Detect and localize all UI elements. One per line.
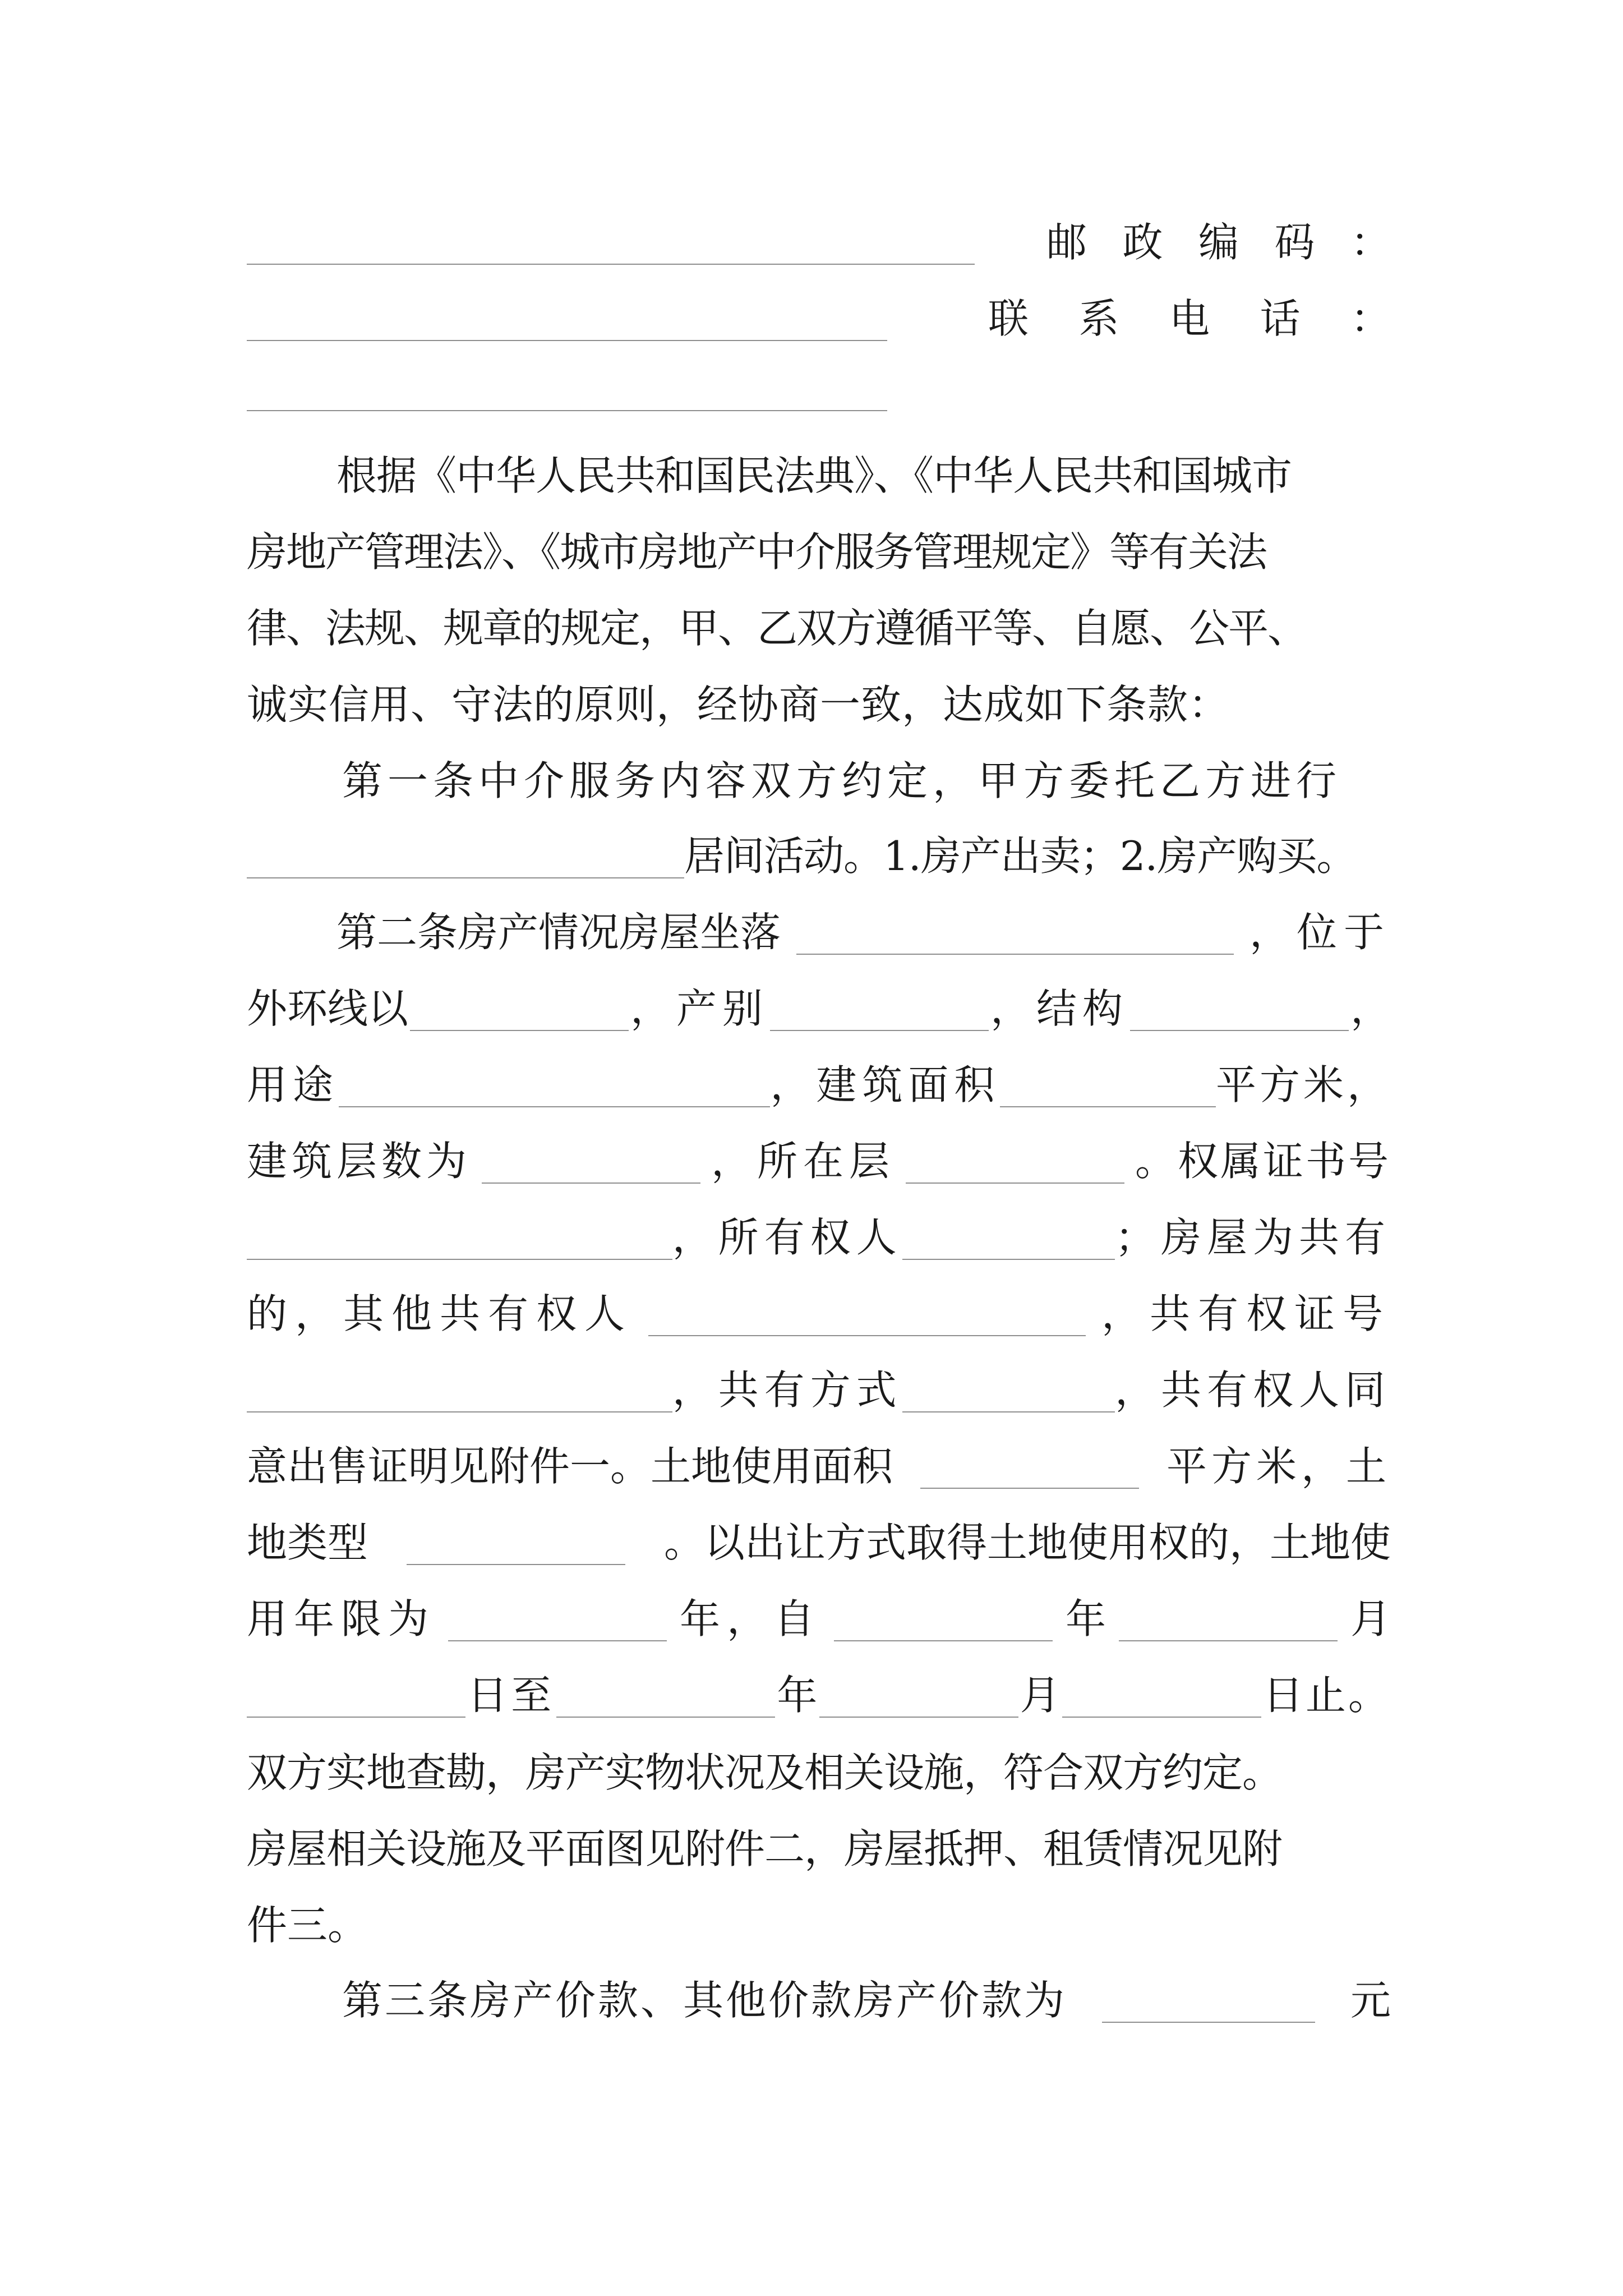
blank-line: [482, 1149, 700, 1184]
blank-line: [648, 1301, 1086, 1336]
blank-line: [920, 1454, 1139, 1489]
article-1-line: 居间活动。1.房产出卖；2.房产购买。: [247, 834, 1391, 878]
blank-line: [339, 1073, 770, 1107]
article-2-line: 双方实地查勘，房产实物状况及相关设施，符合双方约定。: [247, 1749, 1283, 1796]
article-2-line: 房屋相关设施及平面图见附件二，房屋抵押、租赁情况见附: [247, 1825, 1283, 1872]
blank-line: [1062, 1683, 1261, 1718]
article-2-line: 建筑层数为 ，所在层 。权属证书号: [247, 1138, 1391, 1185]
intro-line: 律、法规、规章的规定，甲、乙双方遵循平等、自愿、公平、: [247, 605, 1307, 652]
blank-line: [247, 1683, 465, 1718]
blank-line: [247, 844, 684, 878]
blank-line: [247, 376, 887, 411]
article-3-line: 第三条房产价款、其他价款房产价款为 元: [342, 1977, 1391, 2024]
blank-line: [1102, 1988, 1315, 2023]
article-2-line: 地类型 。以出让方式取得土地使用权的，土地使: [247, 1519, 1391, 1566]
intro-line: 诚实信用、守法的原则，经协商一致，达成如下条款：: [247, 681, 1230, 728]
blank-line: [902, 1225, 1115, 1260]
article-2-line: 意出售证明见附件一。土地使用面积 平方米，土: [247, 1443, 1391, 1490]
blank-line: [247, 1225, 672, 1260]
blank-line: [247, 306, 887, 341]
blank-line: [556, 1683, 775, 1718]
article-2-line: 日至 年 月 日止。: [247, 1673, 1391, 1718]
postal-code-label: 邮 政 编 码 ：: [1046, 219, 1391, 266]
article-2-line: 的，其他共有权人 ，共有权证号: [247, 1290, 1391, 1337]
article-2-line: 外环线以 ，产别 ，结构 ，: [247, 985, 1391, 1032]
blank-line: [906, 1149, 1124, 1184]
phone-label: 联 系 电 话 ：: [988, 295, 1391, 342]
article-1-line: 第一条中介服务内容双方约定，甲方委托乙方进行: [342, 757, 1342, 804]
blank-line: [1000, 1073, 1216, 1107]
intro-line: 房地产管理法》、《城市房地产中介服务管理规定》等有关法: [247, 528, 1267, 576]
blank-line: [448, 1607, 667, 1641]
blank-line: [770, 996, 989, 1031]
blank-line: [1130, 996, 1349, 1031]
intro-line: 根据《中华人民共和国民法典》、《中华人民共和国城市: [336, 452, 1292, 499]
postal-code-row: [247, 220, 1391, 265]
article-2-line: 用途 ，建筑面积 平方米，: [247, 1061, 1391, 1108]
phone-value-row: [247, 374, 1391, 418]
blank-line: [796, 920, 1234, 955]
blank-line: [902, 1378, 1115, 1412]
article-2-line: 件三。: [247, 1902, 368, 1949]
blank-line: [410, 996, 629, 1031]
blank-line: [834, 1607, 1053, 1641]
article-2-line: 第二条房产情况房屋坐落 ，位于: [336, 909, 1391, 956]
article-2-line: ，共有方式 ，共有权人同: [247, 1368, 1391, 1412]
phone-row: [247, 296, 1391, 341]
blank-line: [1119, 1607, 1338, 1641]
article-2-line: 用年限为 年，自 年 月: [247, 1595, 1391, 1642]
blank-line: [247, 230, 975, 265]
article-2-line: ，所有权人 ；房屋为共有: [247, 1215, 1391, 1260]
blank-line: [407, 1530, 625, 1565]
blank-line: [819, 1683, 1018, 1718]
blank-line: [247, 1378, 672, 1412]
